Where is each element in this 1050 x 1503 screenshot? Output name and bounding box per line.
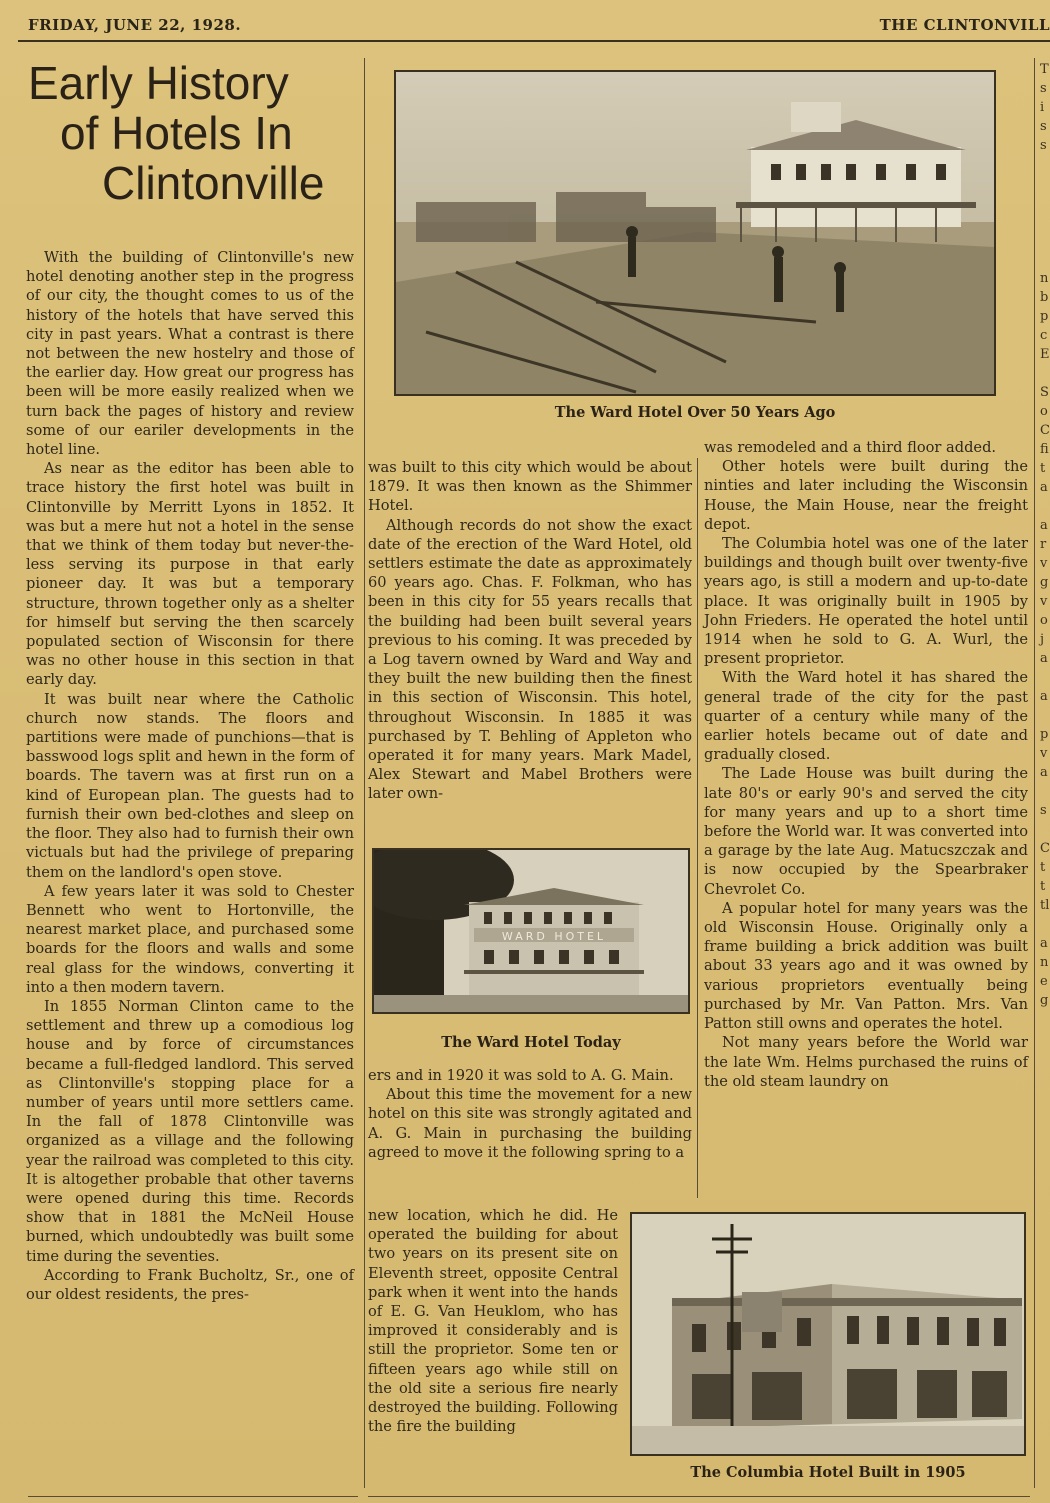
- headline-line-1: Early History: [28, 57, 289, 109]
- fragment-letter: p: [1040, 727, 1049, 742]
- fragment-letter: T: [1040, 62, 1049, 77]
- paragraph: was remodeled and a third floor added.: [704, 439, 997, 456]
- paragraph: Not many years before the World war the late Wm. Helms purchased the ruins of the old steam laundry on: [704, 1034, 1028, 1090]
- article-column-1: [26, 248, 354, 1304]
- ward-hotel-today-illustration: [374, 850, 688, 1012]
- columbia-hotel-illustration: [632, 1214, 1024, 1454]
- fragment-letter: v: [1040, 746, 1048, 761]
- fragment-letter: s: [1040, 803, 1047, 818]
- fragment-letter: C: [1040, 841, 1050, 856]
- paragraph: With the building of Clintonville's new hotel denoting another step in the progress of our city, the thought comes to us of the history of the hotels that have served this city in past years. What a contrast is there not between the new hostelry and those of the earlier day. How great our progress has been will be more easily realized when we turn back the pages of history and review some of our eariler developments in the hotel line.: [26, 249, 354, 459]
- paragraph: With the Ward hotel it has shared the general trade of the city for the past quarter of a century while many of the earlier hotels became out of date and gradually closed.: [704, 669, 1028, 764]
- fragment-letter: a: [1040, 518, 1048, 533]
- fragment-letter: [1040, 915, 1050, 934]
- fragment-letter: t: [1040, 461, 1046, 476]
- fragment-letter: E: [1040, 347, 1050, 362]
- top-rule: [18, 40, 1050, 42]
- fragment-letter: [1040, 668, 1050, 687]
- fragment-letter: s: [1040, 138, 1047, 153]
- columbia-hotel-caption: The Columbia Hotel Built in 1905: [690, 1464, 966, 1481]
- fragment-letter: [1040, 212, 1050, 231]
- paragraph: A popular hotel for many years was the old Wisconsin House. Originally only a frame building a brick addition was built about 33 years ago and it was owned by various proprietors eventually being purchased by Mr. Van Patton. Mrs. Van Patton still owns and operates the hotel.: [704, 899, 1028, 1033]
- article-column-2-bottom: [368, 1206, 618, 1436]
- fragment-letter: t: [1040, 860, 1046, 875]
- fragment-letter: p: [1040, 309, 1049, 324]
- fragment-letter: o: [1040, 404, 1048, 419]
- fragment-letter: i: [1040, 100, 1045, 115]
- fragment-letter: r: [1040, 537, 1047, 552]
- headline-line-3: Clintonville: [102, 157, 325, 209]
- bottom-rule-left: [28, 1496, 358, 1497]
- paragraph: A few years later it was sold to Chester Bennett who went to Hortonville, the nearest market place, and purchased some boards for the floors and walls and some real glass for the windows, converting it into a then modern tavern.: [26, 882, 354, 996]
- fragment-letter: a: [1040, 689, 1048, 704]
- fragment-letter: S: [1040, 385, 1049, 400]
- ward-hotel-today-photo: [372, 848, 690, 1014]
- paragraph: As near as the editor has been able to trace history the first hotel was built in Clintonville by Merritt Lyons in 1852. It was but a mere hut not a hotel in the sense that we think of them today but never-the-less serving its purpose in that early pioneer day. It was but a temporary structure, thrown together only as a shelter for himself but serving the then scarcely populated section of Wisconsin for there was no other house in this section in that early day.: [26, 460, 354, 689]
- fragment-letter: [1040, 364, 1050, 383]
- fragment-letter: n: [1040, 271, 1049, 286]
- fragment-letter: [1040, 155, 1050, 174]
- fragment-letter: v: [1040, 594, 1048, 609]
- ward-hotel-sign: WARD HOTEL: [501, 930, 607, 943]
- paragraph: About this time the movement for a new hotel on this site was strongly agitated and A. G. Main in purchasing the building agreed to move it the following spring to a: [368, 1086, 692, 1161]
- column-rule-3: [1034, 58, 1035, 1488]
- fragment-letter: t: [1040, 879, 1046, 894]
- masthead: [28, 10, 1050, 34]
- article-column-3: [704, 438, 1028, 1091]
- article-column-2-top: [368, 458, 692, 804]
- fragment-letter: a: [1040, 651, 1048, 666]
- fragment-letter: [1040, 820, 1050, 839]
- headline: [24, 58, 360, 208]
- fragment-letter: a: [1040, 936, 1048, 951]
- fragment-letter: g: [1040, 575, 1049, 590]
- paragraph: The Columbia hotel was one of the later buildings and though built over twenty-five years ago, is still a modern and up-to-date place. It was originally built in 1905 by John Frieders. He operated the hotel until 1914 when he sold to G. A. Wurl, the present proprietor.: [704, 535, 1028, 668]
- column-rule-2: [697, 458, 698, 1198]
- fragment-letter: [1040, 706, 1050, 725]
- columbia-hotel-photo: [630, 1212, 1026, 1456]
- fragment-letter: fi: [1040, 442, 1049, 457]
- fragment-letter: v: [1040, 556, 1048, 571]
- fragment-letter: o: [1040, 613, 1048, 628]
- paragraph: ers and in 1920 it was sold to A. G. Main.: [368, 1067, 674, 1084]
- paragraph: In 1855 Norman Clinton came to the settlement and threw up a comodious log house and by force of circumstances became a full-fledged landlord. This served as Clintonville's stopping place for a number of years until more settlers came. In the fall of 1878 Clintonville was organized as a village and the following year the railroad was completed to this city. It is altogether probable that other taverns were opened during this time. Records show that in 1881 the McNeil House burned, which undoubtedly was built some time during the seventies.: [26, 997, 354, 1265]
- column-rule-1: [364, 58, 365, 1488]
- paragraph: Other hotels were built during the ninties and later including the Wisconsin House, the Main House, near the freight depot.: [704, 458, 1028, 533]
- issue-date: FRIDAY, JUNE 22, 1928.: [28, 16, 242, 34]
- paragraph: The Lade House was built during the late 80's or early 90's and served the city for many years and up to a short time before the World war. It was converted into a garage by the late Aug. Matucszczak and is now occupied by the Spearbraker Chevrolet Co.: [704, 765, 1028, 898]
- ward-hotel-old-caption: The Ward Hotel Over 50 Years Ago: [554, 404, 836, 421]
- fragment-letter: tl: [1040, 898, 1050, 913]
- fragment-letter: [1040, 193, 1050, 212]
- paragraph: It was built near where the Catholic church now stands. The floors and partitions were made of punchions—that is basswood logs split and hewn in the form of boards. The tavern was at first run on a kind of European plan. The guests had to furnish their own bed-clothes and sleep on the floor. They also had to furnish their own victuals but had the privilege of preparing them on the landlord's open stove.: [26, 690, 354, 881]
- fragment-letter: a: [1040, 765, 1048, 780]
- fragment-letter: [1040, 497, 1050, 516]
- ward-hotel-old-photo: [394, 70, 996, 396]
- fragment-letter: g: [1040, 993, 1049, 1008]
- paragraph: According to Frank Bucholtz, Sr., one of our oldest residents, the pres-: [26, 1266, 354, 1303]
- paragraph: was built to this city which would be about 1879. It was then known as the Shimmer Hotel.: [368, 459, 692, 515]
- ward-hotel-today-caption: The Ward Hotel Today: [441, 1034, 621, 1051]
- ward-hotel-old-illustration: [396, 72, 994, 394]
- fragment-letter: e: [1040, 974, 1048, 989]
- paper-name: THE CLINTONVILL: [879, 16, 1050, 34]
- fragment-letter: a: [1040, 480, 1048, 495]
- bottom-rule-right: [368, 1496, 1030, 1497]
- fragment-letter: [1040, 231, 1050, 250]
- fragment-letter: [1040, 174, 1050, 193]
- fragment-letter: c: [1040, 328, 1048, 343]
- fragment-letter: s: [1040, 119, 1047, 134]
- article-column-2-middle: [368, 1066, 692, 1162]
- fragment-letter: [1040, 250, 1050, 269]
- fragment-letter: s: [1040, 81, 1047, 96]
- fragment-letter: b: [1040, 290, 1049, 305]
- paragraph: Although records do not show the exact date of the erection of the Ward Hotel, old settlers estimate the date as approximately 60 years ago. Chas. F. Folkman, who has been in this city for 55 years recalls that the building had been built several years previous to his coming. It was preceded by a Log tavern owned by Ward and Way and they built the new building then the finest in this section of Wisconsin. This hotel, throughout Wisconsin. In 1885 it was purchased by T. Behling of Appleton who operated it for many years. Mark Madel, Alex Stewart and Mabel Brothers were later own-: [368, 516, 692, 803]
- fragment-letter: j: [1040, 632, 1045, 647]
- fragment-letter: [1040, 782, 1050, 801]
- paragraph: new location, which he did. He operated the building for about two years on its present site on Eleventh street, opposite Central park when it went into the hands of E. G. Van Heuklom, who has improved it considerably and is still the proprietor. Some ten or fifteen years ago while still on the old site a serious fire nearly destroyed the building. Following the fire the building: [368, 1207, 618, 1436]
- fragment-letter: n: [1040, 955, 1049, 970]
- adjacent-column-fragment: [1040, 60, 1050, 1010]
- fragment-letter: C: [1040, 423, 1050, 438]
- headline-line-2: of Hotels In: [60, 107, 293, 159]
